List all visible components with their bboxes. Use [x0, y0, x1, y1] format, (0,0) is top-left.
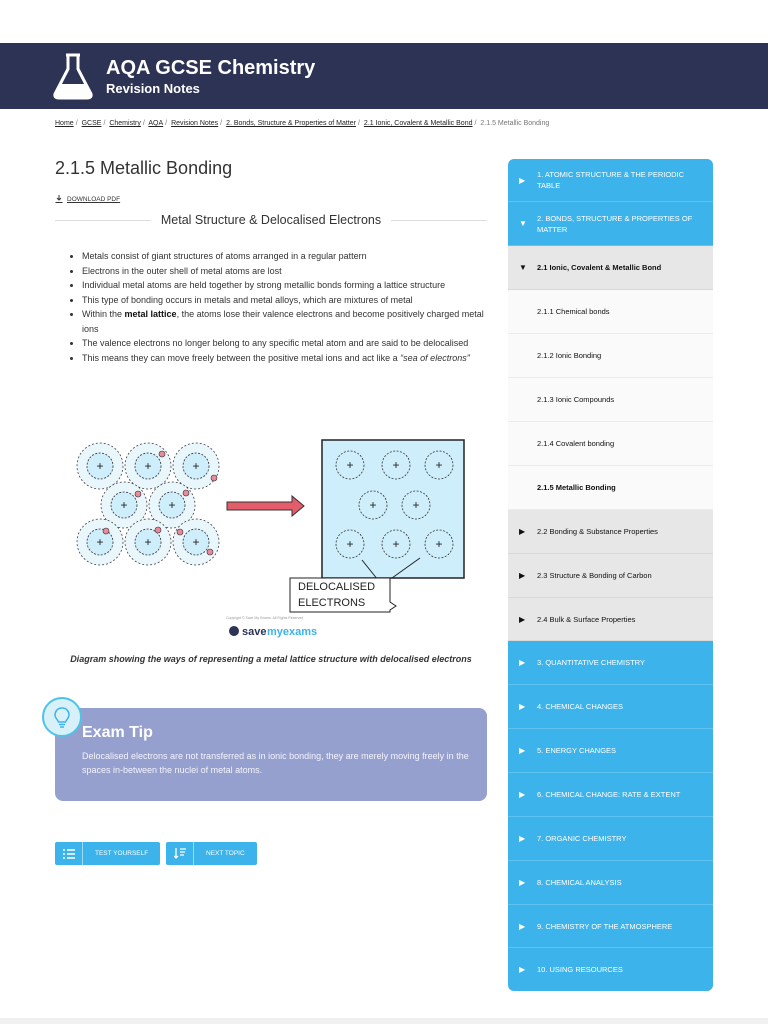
svg-text:+: + — [392, 537, 400, 551]
list-item: • This type of bonding occurs in metals and metal alloys, which are mixtures of metal — [82, 293, 490, 308]
svg-text:+: + — [346, 458, 354, 472]
flask-icon[interactable] — [52, 52, 94, 100]
chevron-right-icon: ▶ — [519, 175, 526, 185]
chevron-right-icon: ▶ — [519, 571, 526, 580]
topic-sidebar — [508, 159, 713, 991]
sidebar-item-chemical-bonds[interactable]: 2.1.1 Chemical bonds — [508, 290, 713, 334]
footer-strip — [0, 1018, 768, 1024]
sidebar-item-metallic-bonding[interactable]: 2.1.5 Metallic Bonding — [508, 466, 713, 510]
sidebar-item-quantitative-chemistry[interactable]: ▶ 3. QUANTITATIVE CHEMISTRY — [508, 641, 713, 685]
electron-dot — [211, 475, 217, 481]
divider — [55, 220, 151, 221]
test-yourself-label: TEST YOURSELF — [95, 850, 149, 857]
sort-down-icon — [166, 842, 194, 865]
metal-atom — [125, 443, 171, 489]
metal-ion — [382, 451, 410, 479]
sidebar-item-covalent-bonding[interactable]: 2.1.4 Covalent bonding — [508, 422, 713, 466]
brand-name-save: save — [242, 626, 267, 638]
next-topic-label: NEXT TOPIC — [206, 850, 245, 857]
metal-ion — [336, 530, 364, 558]
list-item: • This means they can move freely between the positive metal ions and act like a “sea of electrons” — [82, 351, 490, 366]
electron-dot — [207, 549, 213, 555]
divider — [391, 220, 487, 221]
metal-atom — [77, 519, 123, 565]
sidebar-item-using-resources[interactable]: ▶ 10. USING RESOURCES — [508, 948, 713, 991]
svg-text:+: + — [144, 535, 152, 549]
list-item: • Within the metal lattice, the atoms lose their valence electrons and become positively charged metal ions — [82, 307, 490, 336]
next-topic-button[interactable] — [166, 842, 257, 865]
electron-dot — [155, 527, 161, 533]
chevron-right-icon: ▶ — [519, 658, 526, 667]
sidebar-item-structure-carbon[interactable]: ▶ 2.3 Structure & Bonding of Carbon — [508, 554, 713, 598]
brand-logo — [229, 626, 317, 638]
test-yourself-button[interactable] — [55, 842, 160, 865]
svg-text:+: + — [96, 535, 104, 549]
sidebar-item-bonds-structure[interactable]: ▼ 2. BONDS, STRUCTURE & PROPERTIES OF MATTER — [508, 202, 713, 246]
diagram-caption: Diagram showing the ways of representing a metal lattice structure with delocalised electrons — [70, 654, 472, 664]
sidebar-item-ionic-bonding[interactable]: 2.1.2 Ionic Bonding — [508, 334, 713, 378]
download-icon — [55, 195, 63, 203]
metal-ion — [425, 530, 453, 558]
callout-label-line2: ELECTRONS — [298, 597, 366, 609]
site-title[interactable]: AQA GCSE Chemistry — [106, 57, 316, 79]
metal-atom — [173, 519, 219, 565]
sidebar-item-chemical-changes[interactable]: ▶ 4. CHEMICAL CHANGES — [508, 685, 713, 729]
sidebar-item-energy-changes[interactable]: ▶ 5. ENERGY CHANGES — [508, 729, 713, 773]
svg-text:+: + — [96, 459, 104, 473]
site-subtitle: Revision Notes — [106, 81, 200, 96]
electron-dot — [135, 491, 141, 497]
chevron-right-icon: ▶ — [519, 527, 526, 536]
chevron-right-icon: ▶ — [519, 746, 526, 755]
sidebar-item-bulk-surface[interactable]: ▶ 2.4 Bulk & Surface Properties — [508, 598, 713, 641]
download-pdf-label: DOWNLOAD PDF — [67, 195, 121, 203]
svg-text:+: + — [192, 535, 200, 549]
svg-text:+: + — [435, 537, 443, 551]
svg-text:+: + — [369, 498, 377, 512]
callout-label-line1: DELOCALISED — [298, 581, 376, 593]
svg-text:+: + — [392, 458, 400, 472]
atom-lattice-left — [77, 443, 219, 565]
sidebar-item-rate-extent[interactable]: ▶ 6. CHEMICAL CHANGE: RATE & EXTENT — [508, 773, 713, 817]
arrow-icon — [227, 496, 304, 516]
electron-dot — [159, 451, 165, 457]
brand-name-myexams: myexams — [267, 626, 318, 638]
svg-text:+: + — [412, 498, 420, 512]
download-pdf-link[interactable] — [55, 195, 120, 203]
chevron-down-icon: ▼ — [519, 263, 527, 272]
sidebar-item-ionic-covalent-metallic[interactable]: ▼ 2.1 Ionic, Covalent & Metallic Bond — [508, 246, 713, 290]
breadcrumb-current: 2.1.5 Metallic Bonding — [480, 120, 550, 127]
page-title: 2.1.5 Metallic Bonding — [55, 158, 233, 178]
metal-lattice-diagram — [62, 428, 482, 643]
chevron-right-icon: ▶ — [519, 965, 526, 974]
exam-tip-title: Exam Tip — [82, 724, 153, 741]
list-item: • Metals consist of giant structures of atoms arranged in a regular pattern — [82, 249, 490, 264]
site-header — [0, 43, 768, 109]
list-item: • The valence electrons no longer belong to any specific metal atom and are said to be delocalised — [82, 336, 490, 351]
svg-text:+: + — [192, 459, 200, 473]
key-term: metal lattice — [124, 309, 177, 319]
lightbulb-icon — [42, 697, 82, 737]
breadcrumb-home[interactable]: Home — [55, 120, 74, 127]
metal-ion — [425, 451, 453, 479]
list-item: • Individual metal atoms are held together by strong metallic bonds forming a lattice structure — [82, 278, 490, 293]
metal-atom — [173, 443, 219, 489]
breadcrumb-aqa[interactable]: AQA — [148, 120, 164, 127]
chevron-right-icon: ▶ — [519, 614, 526, 624]
breadcrumb-revision-notes[interactable]: Revision Notes — [171, 120, 219, 127]
metal-ion — [336, 451, 364, 479]
chevron-right-icon: ▶ — [519, 790, 526, 799]
chevron-down-icon: ▼ — [519, 219, 527, 228]
bullet-list — [70, 249, 490, 365]
emphasis-text: “sea of electrons” — [400, 352, 470, 363]
sidebar-item-chemical-analysis[interactable]: ▶ 8. CHEMICAL ANALYSIS — [508, 861, 713, 905]
metal-ion — [382, 530, 410, 558]
breadcrumb-gcse[interactable]: GCSE — [81, 120, 102, 127]
section-heading — [55, 210, 487, 230]
copyright-text: Copyright © Save My Exams. All Rights Reserved — [226, 616, 304, 620]
chevron-right-icon: ▶ — [519, 878, 526, 887]
svg-text:+: + — [144, 459, 152, 473]
list-item: • Electrons in the outer shell of metal atoms are lost — [82, 264, 490, 279]
checklist-icon — [55, 842, 83, 865]
electron-dot — [177, 529, 183, 535]
chevron-right-icon: ▶ — [519, 921, 526, 931]
chevron-right-icon: ▶ — [519, 702, 526, 711]
sidebar-item-atomic-structure[interactable]: ▶ 1. ATOMIC STRUCTURE & THE PERIODIC TABLE — [508, 159, 713, 202]
sidebar-item-bonding-substance[interactable]: ▶ 2.2 Bonding & Substance Properties — [508, 510, 713, 554]
breadcrumb-bonds-structure[interactable]: 2. Bonds, Structure & Properties of Matter — [226, 120, 357, 127]
breadcrumb-chemistry[interactable]: Chemistry — [109, 120, 141, 127]
sidebar-item-atmosphere[interactable]: ▶ 9. CHEMISTRY OF THE ATMOSPHERE — [508, 905, 713, 948]
svg-text:+: + — [346, 537, 354, 551]
chevron-right-icon: ▶ — [519, 834, 526, 843]
metal-ion — [402, 491, 430, 519]
metal-atom — [125, 519, 171, 565]
metal-atom — [77, 443, 123, 489]
sidebar-item-ionic-compounds[interactable]: 2.1.3 Ionic Compounds — [508, 378, 713, 422]
section-title: Metal Structure & Delocalised Electrons — [160, 213, 382, 227]
breadcrumb: Home / GCSE / Chemistry / AQA / Revision Notes / 2. Bonds, Structure & Properties of Matter / 2.1 Ionic, Covalent & Metallic Bond / 2.1.5 Metallic Bonding — [55, 120, 550, 127]
sidebar-item-organic-chemistry[interactable]: ▶ 7. ORGANIC CHEMISTRY — [508, 817, 713, 861]
breadcrumb-ionic-covalent-metallic[interactable]: 2.1 Ionic, Covalent & Metallic Bond — [363, 120, 473, 127]
svg-text:+: + — [120, 498, 128, 512]
svg-text:+: + — [168, 498, 176, 512]
exam-tip-text: Delocalised electrons are not transferred as in ionic bonding, they are merely moving freely in the spaces in-between the nuclei of metal atoms. — [82, 751, 469, 775]
electron-dot — [183, 490, 189, 496]
brand-logo-icon — [229, 626, 239, 636]
metal-ion — [359, 491, 387, 519]
electron-dot — [103, 528, 109, 534]
svg-text:+: + — [435, 458, 443, 472]
